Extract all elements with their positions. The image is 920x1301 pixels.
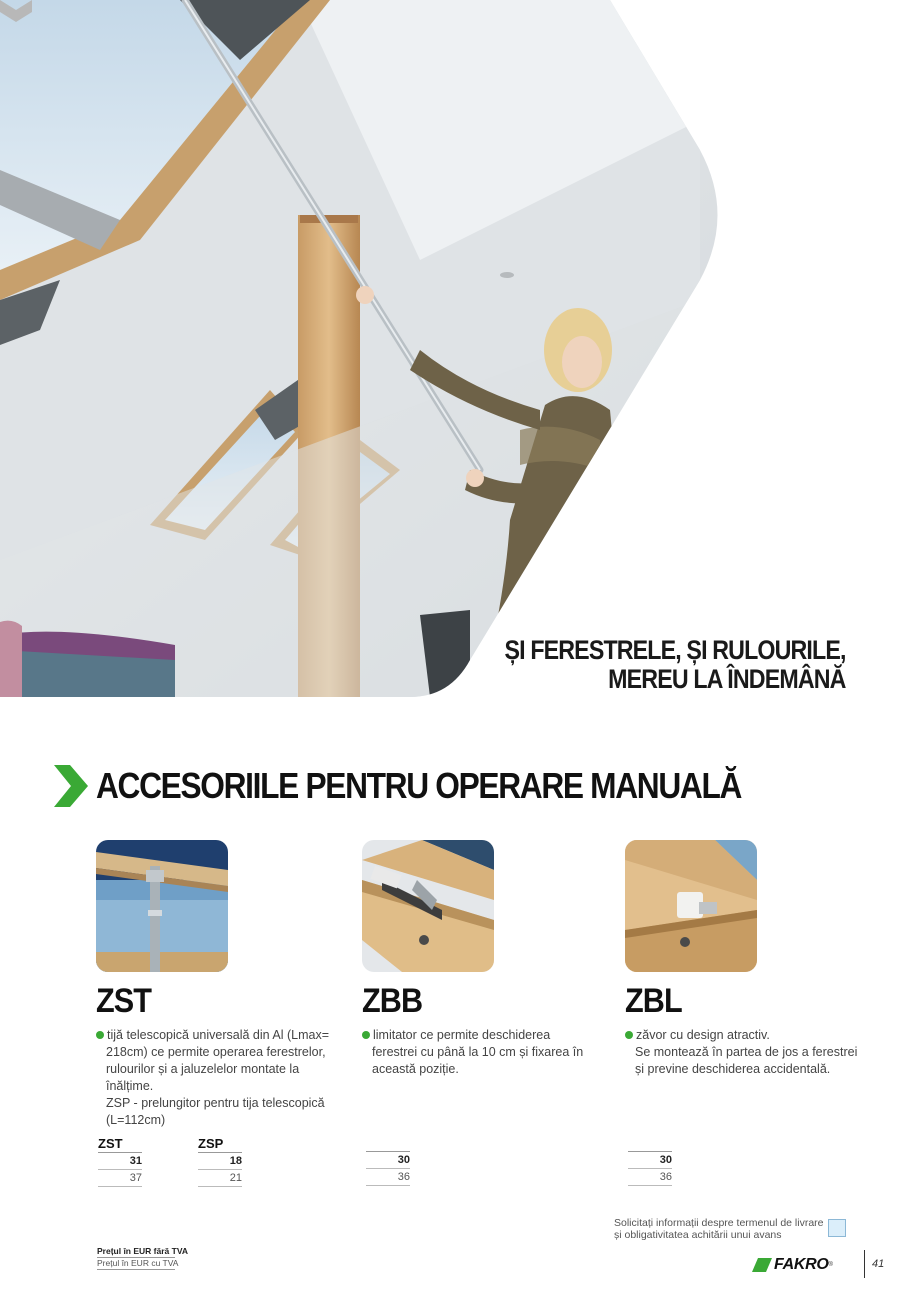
section-title: ACCESORIILE PENTRU OPERARE MANUALĂ	[96, 765, 742, 806]
desc-line: ZSP - prelungitor pentru tija telescopică	[106, 1096, 325, 1110]
fakro-logo	[752, 1256, 833, 1274]
price-zbb	[366, 1136, 410, 1186]
tagline-line-2: MEREU LA ÎNDEMÂNĂ	[608, 664, 846, 694]
section-header	[54, 764, 829, 808]
chevron-right-icon	[54, 765, 88, 807]
note-line-1: Solicitați informații despre termenul de livrare	[614, 1217, 824, 1229]
product-code: ZBB	[362, 982, 423, 1020]
delivery-note	[614, 1217, 824, 1241]
telescopic-rod-photo	[96, 840, 228, 972]
price-net: 30	[366, 1152, 410, 1169]
legend-gross: Prețul în EUR cu TVA	[97, 1258, 179, 1268]
desc-line: înălțime.	[106, 1079, 154, 1093]
price-gross: 36	[366, 1169, 410, 1186]
price-zst	[98, 1136, 142, 1187]
price-net: 30	[628, 1152, 672, 1169]
product-zst	[96, 840, 346, 1129]
note-line-2: și obligativitatea achitării unui avans	[614, 1229, 782, 1241]
fakro-mark-icon	[752, 1258, 772, 1272]
registered-icon: ®	[828, 1262, 833, 1268]
bullet-icon	[362, 1031, 370, 1039]
desc-line: 218cm) ce permite operarea ferestrelor,	[106, 1045, 326, 1059]
price-gross: 36	[628, 1169, 672, 1186]
price-label-spacer	[628, 1136, 672, 1152]
price-label: ZST	[98, 1136, 142, 1153]
price-gross: 21	[198, 1170, 242, 1187]
desc-line: rulourilor și a jaluzelelor montate la	[106, 1062, 300, 1076]
price-label: ZSP	[198, 1136, 242, 1153]
bullet-icon	[625, 1031, 633, 1039]
price-label-spacer	[366, 1136, 410, 1152]
product-zbb	[362, 840, 612, 1078]
product-zbl	[625, 840, 875, 1078]
price-legend	[97, 1246, 188, 1270]
price-zsp	[198, 1136, 242, 1187]
window-lock-photo	[625, 840, 757, 972]
product-description	[362, 1027, 602, 1078]
desc-line: această poziție.	[372, 1062, 459, 1076]
desc-line: Se montează în partea de jos a ferestrei	[635, 1045, 858, 1059]
bullet-icon	[96, 1031, 104, 1039]
desc-line: tijă telescopică universală din Al (Lmax=	[107, 1028, 329, 1042]
price-gross: 37	[98, 1170, 142, 1187]
desc-line: (L=112cm)	[106, 1113, 166, 1127]
product-code: ZBL	[625, 982, 682, 1020]
hero-tagline	[505, 636, 846, 694]
price-net: 18	[198, 1153, 242, 1170]
desc-line: ferestrei cu până la 10 cm și fixarea în	[372, 1045, 584, 1059]
product-description	[625, 1027, 865, 1078]
legend-net: Prețul în EUR fără TVA	[97, 1246, 188, 1256]
desc-line: limitator ce permite deschiderea	[373, 1028, 551, 1042]
tagline-line-1: ȘI FERESTRELE, ȘI RULOURILE,	[504, 635, 846, 665]
product-code: ZST	[96, 982, 152, 1020]
product-description	[96, 1027, 336, 1129]
chevron-down-icon	[0, 0, 32, 22]
desc-line: zăvor cu design atractiv.	[636, 1028, 770, 1042]
price-zbl	[628, 1136, 672, 1186]
page-number: 41	[872, 1258, 885, 1270]
info-box-icon	[828, 1219, 846, 1237]
desc-line: și previne deschiderea accidentală.	[635, 1062, 831, 1076]
brand-name: FAKRO	[774, 1256, 829, 1273]
price-net: 31	[98, 1153, 142, 1170]
opening-limiter-photo	[362, 840, 494, 972]
footer-divider	[864, 1250, 865, 1278]
